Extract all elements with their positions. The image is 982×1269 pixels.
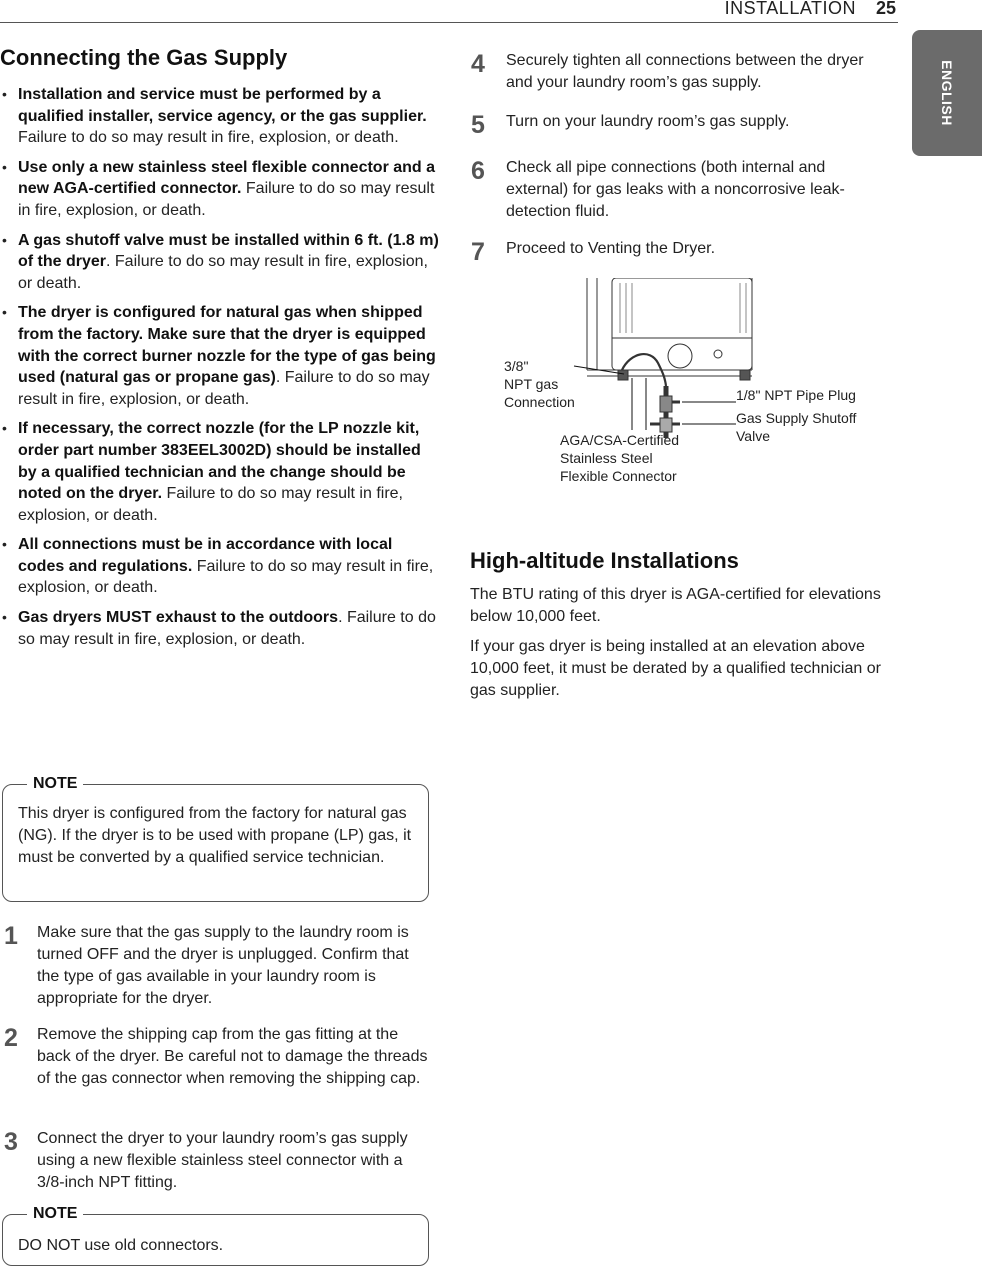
page-header xyxy=(0,0,898,23)
warning-item: • Installation and service must be performed by a qualified installer, service agency, or the gas supplier. Failure to do so may result in fire, explosion, or death. xyxy=(2,86,427,147)
language-tab-label: ENGLISH xyxy=(939,60,955,126)
warning-item: • Use only a new stainless steel flexible connector and a new AGA-certified connector. Failure to do so may result in fire, explosion, or death. xyxy=(2,158,436,219)
step-number: 7 xyxy=(471,238,485,266)
step-3 xyxy=(4,1128,434,1198)
warning-rest-text: Failure to do so may result in fire, explosion, or death. xyxy=(18,485,403,524)
warning-item: • All connections must be in accordance with local codes and regulations. Failure to do so may result in fire, explosion, or death. xyxy=(2,536,434,597)
warning-bold-text: The dryer is configured for natural gas when shipped from the factory. Make sure that the dryer is equipped with the correct burner nozzle for the type of gas being used (natural gas or propane gas) xyxy=(18,304,436,387)
warning-bold-text: All connections must be in accordance with local codes and regulations. xyxy=(18,536,393,575)
warning-bold-text: Use only a new stainless steel flexible connector and a new AGA-certified connector. xyxy=(18,158,436,198)
warning-rest-text: Failure to do so may result in fire, explosion, or death. xyxy=(18,129,399,147)
warning-bold-text: If necessary, the correct nozzle (for the LP nozzle kit, order part number 383EEL3002D) should be installed by a qualified technician and the change should be noted on the dryer. xyxy=(18,420,421,503)
step-number: 5 xyxy=(471,111,485,139)
step-text: Turn on your laundry room’s gas supply. xyxy=(506,113,790,130)
high-altitude-paragraph-1: The BTU rating of this dryer is AGA-certified for elevations below 10,000 feet. xyxy=(470,586,881,625)
warning-rest-text: Failure to do so may result in fire, explosion, or death. xyxy=(18,180,435,219)
label-flex-connector: AGA/CSA-Certified Stainless Steel Flexible Connector xyxy=(560,432,680,484)
warning-bold-text: Installation and service must be performed by a qualified installer, service agency, or the gas supplier. xyxy=(18,86,427,125)
note-label: NOTE xyxy=(27,1205,83,1223)
section-title-high-altitude: High-altitude Installations xyxy=(470,548,739,573)
step-number: 4 xyxy=(471,50,485,78)
section-title-gas-supply: Connecting the Gas Supply xyxy=(0,45,288,70)
warning-list xyxy=(0,84,440,658)
high-altitude-paragraph-2: If your gas dryer is being installed at an elevation above 10,000 feet, it must be derated by a qualified technician or gas supplier. xyxy=(470,638,881,699)
step-2 xyxy=(4,1024,434,1114)
step-text: Proceed to Venting the Dryer. xyxy=(506,240,716,257)
step-text: Connect the dryer to your laundry room’s gas supply using a new flexible stainless steel connector with a 3/8-inch NPT fitting. xyxy=(37,1130,408,1191)
header-section-title: INSTALLATION xyxy=(724,0,856,18)
note-box-factory-config xyxy=(2,775,429,902)
step-1 xyxy=(4,922,434,1012)
gas-connection-diagram xyxy=(500,278,890,493)
warning-bold-text: Gas dryers MUST exhaust to the outdoors xyxy=(18,609,339,627)
dryer-illustration xyxy=(587,278,752,380)
warning-rest-text: Failure to do so may result in fire, explosion, or death. xyxy=(18,557,434,597)
step-5 xyxy=(471,111,891,141)
step-number: 1 xyxy=(4,922,18,950)
label-npt-gas-connection: 3/8" NPT gas Connection xyxy=(504,358,575,410)
step-text: Securely tighten all connections between the dryer and your laundry room’s gas supply. xyxy=(506,52,864,91)
warning-item: • If necessary, the correct nozzle (for the LP nozzle kit, order part number 383EEL3002D) should be installed by a qualified technician and the change should be noted on the dryer. Failure to do so may result in fire, explosion, or death. xyxy=(2,420,421,524)
warning-item: • A gas shutoff valve must be installed within 6 ft. (1.8 m) of the dryer. Failure to do so may result in fire, explosion, or death. xyxy=(2,231,439,292)
step-text: Remove the shipping cap from the gas fitting at the back of the dryer. Be careful not to damage the threads of the gas connector when removing the shipping cap. xyxy=(37,1026,428,1087)
label-pipe-plug: 1/8" NPT Pipe Plug xyxy=(736,387,856,403)
step-number: 6 xyxy=(471,157,485,185)
language-tab xyxy=(912,30,982,156)
note-box-old-connectors xyxy=(2,1205,429,1266)
step-text: Make sure that the gas supply to the laundry room is turned OFF and the dryer is unplugged. Confirm that the type of gas available in your laundry room is appropriate for the dryer. xyxy=(37,924,409,1007)
warning-rest-text: . Failure to do so may result in fire, explosion, or death. xyxy=(18,609,436,648)
note-label: NOTE xyxy=(27,775,83,793)
warning-rest-text: . Failure to do so may result in fire, explosion, or death. xyxy=(18,369,430,408)
warning-bold-text: A gas shutoff valve must be installed within 6 ft. (1.8 m) of the dryer xyxy=(18,231,439,271)
note-text: This dryer is configured from the factory for natural gas (NG). If the dryer is to be used with propane (LP) gas, it must be converted by a qualified service technician. xyxy=(18,805,412,866)
step-4 xyxy=(471,50,891,100)
diagram-labels xyxy=(504,358,860,484)
step-6 xyxy=(471,157,891,227)
step-7 xyxy=(471,238,891,268)
step-text: Check all pipe connections (both internal and external) for gas leaks with a noncorrosive leak-detection fluid. xyxy=(506,159,845,220)
flex-connector-illustration xyxy=(622,354,680,438)
page-number: 25 xyxy=(875,0,896,18)
step-number: 3 xyxy=(4,1128,18,1156)
label-shutoff-valve: Gas Supply Shutoff Valve xyxy=(736,410,857,444)
step-number: 2 xyxy=(4,1024,18,1052)
note-text: DO NOT use old connectors. xyxy=(18,1237,224,1254)
warning-item: • Gas dryers MUST exhaust to the outdoors. Failure to do so may result in fire, explosion, or death. xyxy=(2,609,436,648)
warning-item: • The dryer is configured for natural gas when shipped from the factory. Make sure that the dryer is equipped with the correct burner nozzle for the type of gas being used (natural gas or propane gas). Failure to do so may result in fire, explosion, or death. xyxy=(2,304,436,408)
warning-rest-text: . Failure to do so may result in fire, explosion, or death. xyxy=(18,253,428,292)
